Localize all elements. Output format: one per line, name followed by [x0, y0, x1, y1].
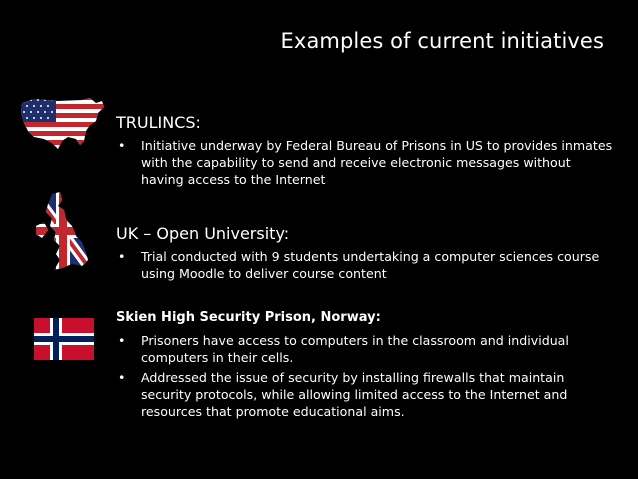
bullet-list: [116, 248, 616, 282]
bullet-list: [116, 332, 616, 420]
section-skien-prison: [116, 310, 616, 423]
bullet-item: • Addressed the issue of security by installing firewalls that maintain security protocols, while allowing limited access to the Internet and resources that promote educational aims.: [116, 369, 616, 420]
norway-flag-icon: [34, 318, 94, 360]
us-map-flag-icon: [18, 95, 106, 155]
section-heading: UK – Open University:: [116, 224, 290, 243]
slide-title: Examples of current initiatives: [280, 29, 604, 53]
bullet-item: • Trial conducted with 9 students undertaking a computer sciences course using Moodle to deliver course content: [116, 248, 616, 282]
uk-map-flag-icon: [32, 190, 92, 272]
section-uk-open-university: [116, 224, 616, 285]
bullet-item: • Initiative underway by Federal Bureau of Prisons in US to provides inmates with the capability to send and receive electronic messages without having access to the Internet: [116, 137, 616, 188]
bullet-item: • Prisoners have access to computers in the classroom and individual computers in their cells.: [116, 332, 616, 366]
section-heading: Skien High Security Prison, Norway:: [116, 310, 381, 325]
section-heading: TRULINCS:: [116, 113, 201, 132]
bullet-list: [116, 137, 616, 188]
section-trulincs: [116, 113, 616, 191]
